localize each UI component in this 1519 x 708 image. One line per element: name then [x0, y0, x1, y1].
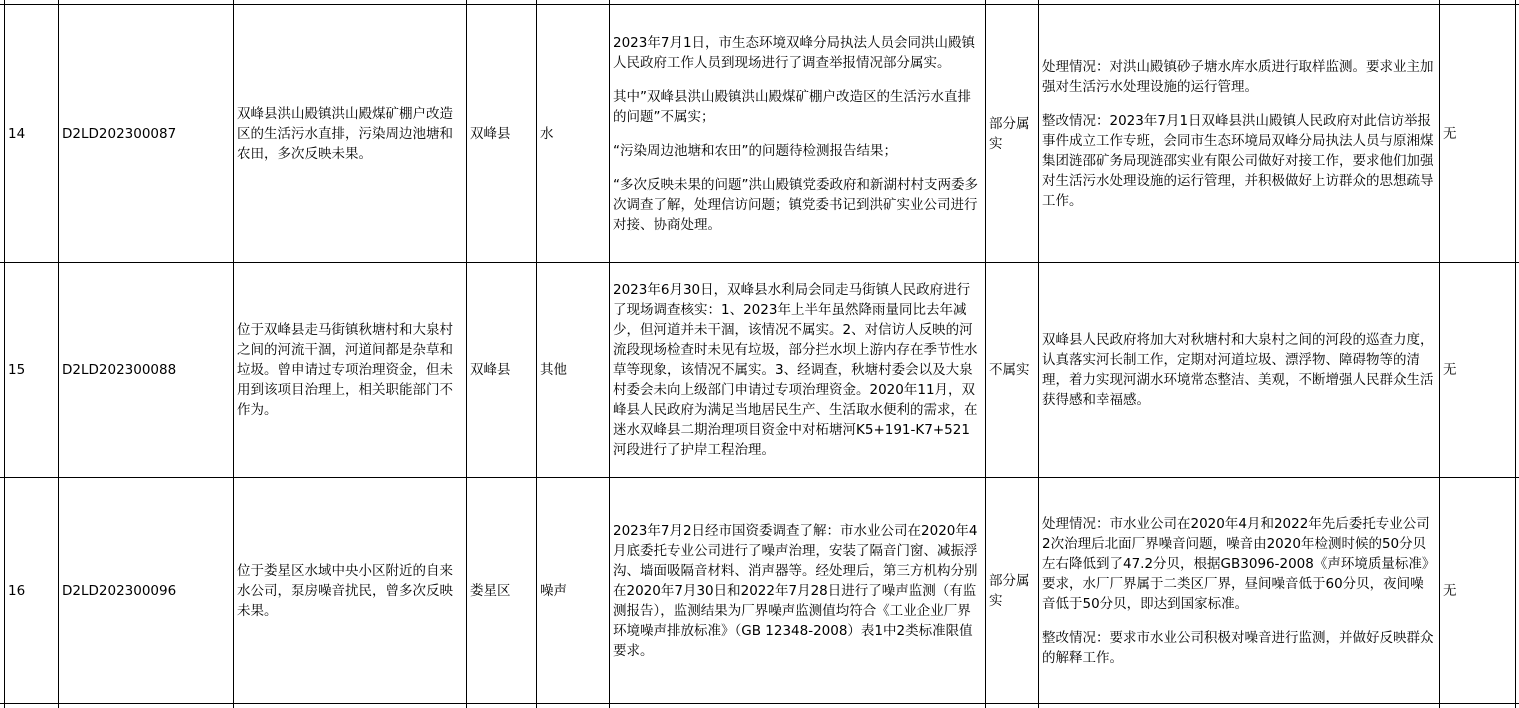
row-number-cell [5, 263, 58, 477]
row-number-cell [5, 5, 58, 262]
handling-paragraph: 整改情况：要求市水业公司积极对噪音进行监测，并做好反映群众的解释工作。 [1042, 629, 1434, 666]
pollution-type-text: 水 [540, 125, 554, 142]
verdict-cell [986, 263, 1038, 477]
investigation-paragraph: 2023年7月2日经市国资委调查了解：市水业公司在2020年4月底委托专业公司进行了噪声治理，安装了隔音门窗、减振浮沟、墙面吸隔音材料、消声器等。经处理后，第三方机构分别在2020年7月30日和2022年7月28日进行了噪声监测（有监测报告），监测结果为厂界噪声监测值均符合《工业企业厂界环境噪声排放标准》（GB 12348-2008）表1中2类标准限值要求。 [613, 522, 978, 659]
investigation-paragraph: 2023年6月30日，双峰县水利局会同走马街镇人民政府进行了现场调查核实：1、2023年上半年虽然降雨量同比去年减少，但河道并未干涸，该情况不属实。2、对信访人反映的河流段现场检查时未见有垃圾，部分拦水坝上游内存在季节性水草等现象，该情况不属实。3、经调查，秋塘村委会以及大泉村委会未向上级部门申请过专项治理资金。2020年11月，双峰县人民政府为满足当地居民生产、生活取水便利的需求，在迷水双峰县二期治理项目资金中对柘塘河K5+191-K7+521河段进行了护岸工程治理。 [613, 282, 978, 458]
county-text: 双峰县 [470, 125, 511, 142]
verdict-text: 部分属实 [989, 115, 1030, 152]
pollution-type-text: 噪声 [540, 582, 567, 599]
issue-cell [234, 5, 466, 262]
verdict-cell [986, 478, 1038, 703]
accountability-cell [1440, 263, 1515, 477]
row-number: 15 [8, 362, 26, 378]
issue-text: 位于双峰县走马街镇秋塘村和大泉村之间的河流干涸，河道间都是杂草和垃圾。曾申请过专项治理资金，但未用到该项目治理上，相关职能部门不作为。 [237, 322, 453, 418]
case-code-cell [59, 5, 233, 262]
case-code: D2LD202300087 [62, 125, 177, 142]
county-text: 娄星区 [470, 582, 511, 599]
handling-cell [1039, 478, 1439, 703]
county-cell [467, 478, 536, 703]
case-code-cell [59, 478, 233, 703]
case-code: D2LD202300096 [62, 582, 177, 599]
investigation-paragraph: “污染周边池塘和农田”的问题待检测报告结果； [613, 142, 897, 159]
county-text: 双峰县 [470, 362, 511, 378]
handling-cell [1039, 5, 1439, 262]
investigation-cell [610, 478, 985, 703]
investigation-cell [610, 263, 985, 477]
handling-paragraph: 整改情况：2023年7月1日双峰县洪山殿镇人民政府对此信访举报事件成立工作专班，会同市生态环境局双峰分局执法人员与原湘煤集团涟邵矿务局现涟邵实业有限公司做好对接工作，要求他们加强对生活污水处理设施的运行管理，并积极做好上访群众的思想疏导工作。 [1042, 112, 1434, 209]
county-cell [467, 263, 536, 477]
row-number: 14 [8, 125, 26, 142]
row-number: 16 [8, 582, 26, 599]
issue-cell [234, 478, 466, 703]
case-code-cell [59, 263, 233, 477]
issue-text: 双峰县洪山殿镇洪山殿煤矿棚户改造区的生活污水直排，污染周边池塘和农田，多次反映未果。 [237, 105, 453, 162]
row-number-cell [5, 478, 58, 703]
accountability-text: 无 [1443, 125, 1457, 142]
pollution-type-cell [537, 478, 609, 703]
issue-cell [234, 263, 466, 477]
verdict-text: 不属实 [989, 362, 1030, 378]
county-cell [467, 5, 536, 262]
handling-cell [1039, 263, 1439, 477]
verdict-text: 部分属实 [989, 572, 1030, 609]
col-line [1515, 0, 1516, 708]
issue-text: 位于娄星区水域中央小区附近的自来水公司，泵房噪音扰民，曾多次反映未果。 [237, 562, 453, 619]
case-code: D2LD202300088 [62, 362, 177, 378]
investigation-paragraph: 2023年7月1日，市生态环境双峰分局执法人员会同洪山殿镇人民政府工作人员到现场进行了调查举报情况部分属实。 [613, 34, 976, 71]
handling-paragraph: 双峰县人民政府将加大对秋塘村和大泉村之间的河段的巡查力度，认真落实河长制工作，定期对河道垃圾、漂浮物、障碍物等的清理，着力实现河湖水环境常态整洁、美观，不断增强人民群众生活获得感和幸福感。 [1042, 332, 1434, 408]
investigation-paragraph: “多次反映未果的问题”洪山殿镇党委政府和新湖村村支两委多次调查了解，处理信访问题；镇党委书记到洪矿实业公司进行对接、协商处理。 [613, 176, 978, 233]
handling-paragraph: 处理情况：对洪山殿镇砂子塘水库水质进行取样监测。要求业主加强对生活污水处理设施的运行管理。 [1042, 58, 1434, 95]
handling-paragraph: 处理情况：市水业公司在2020年4月和2022年先后委托专业公司2次治理后北面厂界噪音问题，噪音由2020年检测时候的50分贝左右降低到了47.2分贝，根据GB3096-2008《声环境质量标准》要求，水厂厂界属于二类区厂界，昼间噪音低于60分贝，夜间噪音低于50分贝，即达到国家标准。 [1042, 515, 1436, 612]
verdict-cell [986, 5, 1038, 262]
investigation-cell [610, 5, 985, 262]
accountability-cell [1440, 478, 1515, 703]
investigation-paragraph: 其中”双峰县洪山殿镇洪山殿煤矿棚户改造区的生活污水直排的问题”不属实； [613, 88, 971, 125]
accountability-text: 无 [1443, 582, 1457, 599]
pollution-type-cell [537, 5, 609, 262]
row-line [0, 703, 1519, 704]
accountability-cell [1440, 5, 1515, 262]
pollution-type-cell [537, 263, 609, 477]
accountability-text: 无 [1443, 362, 1457, 378]
pollution-type-text: 其他 [540, 362, 567, 378]
